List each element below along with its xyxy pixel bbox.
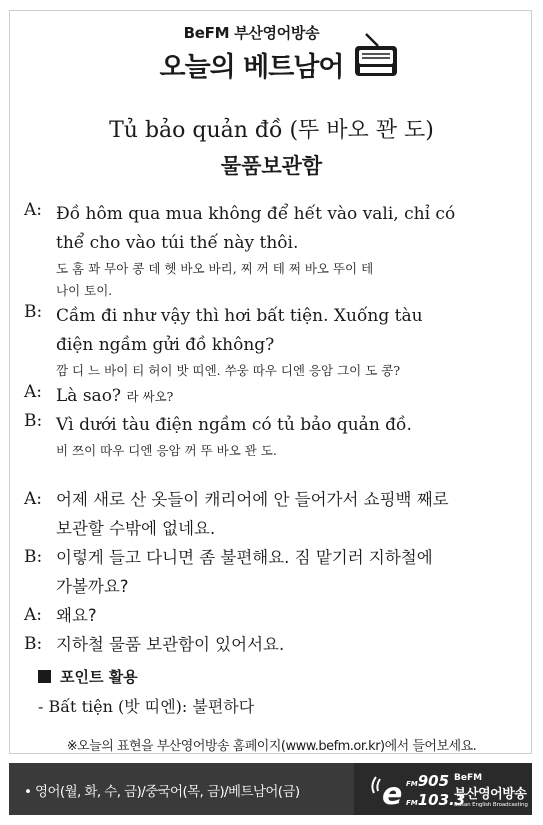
radio-icon	[352, 30, 400, 80]
brand-header	[0, 22, 543, 84]
svg-text:e: e	[382, 777, 403, 809]
vietnamese-text: Đồ hôm qua mua không để hết vào vali, chỉ có	[56, 204, 456, 224]
korean-text: 어제 새로 산 옷들이 캐리어에 안 들어가서 쇼핑백 째로	[56, 490, 449, 509]
korean-text: 이렇게 들고 다니면 좀 불편해요. 짐 맡기러 지하철에	[56, 548, 433, 567]
pronunciation-text: 비 쯔이 따우 디엔 응암 꺼 뚜 바오 꽌 도.	[56, 443, 277, 458]
speaker-label: A:	[24, 489, 43, 509]
dialogue-line	[24, 601, 524, 630]
pronunciation-text: 깜 디 느 바이 티 허이 밧 띠엔. 쑤웅 따우 디엔 응암 그이 도 콩?	[56, 363, 401, 378]
brand-station-label: BeFM 부산영어방송	[183, 24, 320, 42]
pronunciation-text: 도 홈 꽈 무아 콩 데 헷 바오 바리, 찌 꺼 테 쩌 바오 뚜이 테	[56, 261, 374, 276]
dialogue-line	[24, 302, 524, 382]
speaker-label: B:	[24, 547, 43, 567]
dialogue-line	[24, 630, 524, 659]
speaker-label: A:	[24, 605, 43, 625]
point-example: - Bất tiện (밧 띠엔): 불편하다	[38, 697, 255, 716]
station-logo	[354, 763, 532, 815]
website-note: ※오늘의 표현을 부산영어방송 홈페이지(www.befm.or.kr)에서 들어보세요.	[66, 739, 477, 754]
frequency-2: 103.3	[417, 791, 466, 809]
vietnamese-text: Là sao?	[56, 386, 122, 406]
language-schedule: • 영어(월, 화, 수, 금)/중국어(목, 금)/베트남어(금)	[24, 784, 300, 800]
square-bullet-icon	[38, 670, 51, 683]
point-heading-text: 포인트 활용	[60, 668, 138, 686]
dialogue-vietnamese	[24, 200, 524, 462]
title-korean: 물품보관함	[220, 154, 323, 178]
vietnamese-text: thể cho vào túi thế này thôi.	[56, 233, 299, 253]
station-name-english: Busan English Broadcasting	[454, 802, 528, 808]
vietnamese-text: Cầm đi như vậy thì hơi bất tiện. Xuống tàu	[56, 306, 423, 326]
befm-e-logo-icon	[368, 771, 410, 809]
dialogue-line	[24, 485, 524, 543]
dialogue-line	[24, 543, 524, 601]
pronunciation-text: 나이 토이.	[56, 283, 113, 298]
station-name-korean: 부산영어방송	[454, 787, 527, 802]
speaker-label: A:	[24, 200, 43, 220]
station-brand: BeFM	[454, 773, 483, 783]
speaker-label: B:	[24, 302, 43, 322]
vietnamese-text: điện ngầm gửi đồ không?	[56, 335, 275, 355]
korean-text: 보관할 수밖에 없네요.	[56, 519, 216, 538]
speaker-label: A:	[24, 382, 43, 402]
dialogue-line	[24, 200, 524, 302]
title-vietnamese: Tủ bảo quản đồ (뚜 바오 꽌 도)	[109, 118, 434, 143]
fm-label: FM	[406, 780, 418, 788]
korean-text: 가볼까요?	[56, 577, 129, 596]
dialogue-korean	[24, 485, 524, 659]
speaker-label: B:	[24, 411, 43, 431]
fm-label: FM	[406, 799, 418, 807]
station-name	[454, 773, 528, 808]
pronunciation-text: 라 싸오?	[126, 389, 174, 404]
brand-title: 오늘의 베트남어	[159, 52, 344, 83]
korean-text: 왜요?	[56, 606, 97, 625]
footer-bar	[9, 763, 532, 815]
korean-text: 지하철 물품 보관함이 있어서요.	[56, 635, 285, 654]
frequency-1: 905	[417, 772, 450, 790]
point-heading	[38, 666, 138, 687]
vietnamese-text: Vì dưới tàu điện ngầm có tủ bảo quản đồ.	[56, 415, 412, 435]
dialogue-line	[24, 411, 524, 462]
dialogue-line	[24, 382, 524, 411]
speaker-label: B:	[24, 634, 43, 654]
